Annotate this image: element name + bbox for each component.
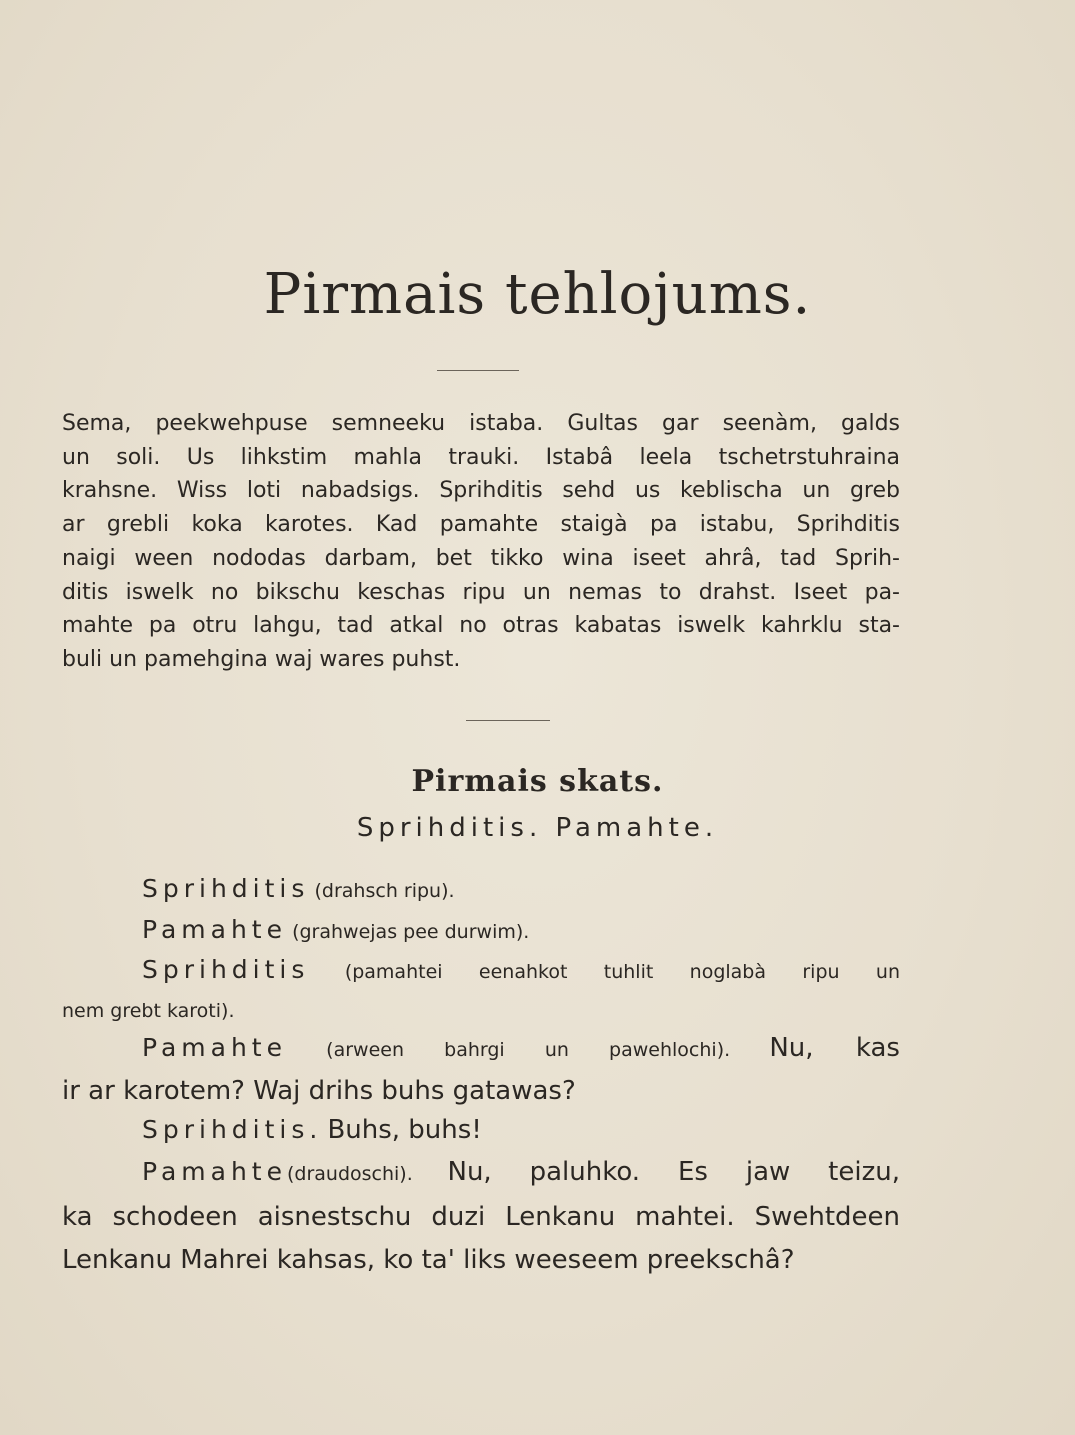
stage-direction: (pamahtei eenahkot tuhlit noglabà ripu un xyxy=(344,961,900,983)
stage-direction: (arween bahrgi un pawehlochi). xyxy=(326,1039,731,1061)
speaker-name: Sprihditis xyxy=(142,955,310,984)
dialogue-entry xyxy=(62,1150,900,1282)
cast-list: Sprihditis. Pamahte. xyxy=(356,813,719,843)
scene-title: Pirmais skats. xyxy=(411,764,664,799)
stage-description xyxy=(62,407,900,677)
description-line: un soli. Us lihkstim mahla trauki. Istabâ leela tschetrstuhraina xyxy=(62,444,900,470)
speaker-name: Pamahte xyxy=(142,1157,287,1186)
description-line: Sema, peekwehpuse semneeku istaba. Gultas gar seenàm, galds xyxy=(62,411,900,436)
speech-text: Lenkanu Mahrei kahsas, ko ta' liks weeseem preekschâ? xyxy=(62,1245,795,1275)
description-line: ar grebli koka karotes. Kad pamahte staigà pa istabu, Sprihditis xyxy=(62,512,900,538)
speaker-name: Pamahte xyxy=(142,1033,287,1062)
description-line: ditis iswelk no bikschu keschas ripu un nemas to drahst. Iseet pa- xyxy=(62,579,900,605)
description-line: mahte pa otru lahgu, tad atkal no otras kabatas iswelk kahrklu sta- xyxy=(62,613,900,639)
dialogue-line xyxy=(62,951,900,992)
divider-rule xyxy=(466,720,550,721)
speech-text: Nu, kas xyxy=(769,1033,900,1063)
stage-direction: (drahsch ripu). xyxy=(314,880,455,902)
stage-direction: nem grebt karoti). xyxy=(62,1000,235,1022)
dialogue-entry xyxy=(62,869,900,912)
speech-text: Nu, paluhko. Es jaw teizu, xyxy=(447,1157,900,1187)
dialogue-entry xyxy=(62,1109,900,1153)
speech-text: ka schodeen aisnestschu duzi Lenkanu mahtei. Swehtdeen xyxy=(62,1202,900,1232)
dialogue-entry xyxy=(62,910,900,953)
speech-text: ir ar karotem? Waj drihs buhs gatawas? xyxy=(62,1076,576,1106)
description-line: buli un pamehgina waj wares puhst. xyxy=(62,646,461,672)
description-line: naigi ween nododas darbam, bet tikko wina iseet ahrâ, tad Sprih- xyxy=(62,545,900,571)
dialogue-entry xyxy=(62,951,900,1030)
speaker-name: Pamahte xyxy=(142,915,287,944)
speech-text: Buhs, buhs! xyxy=(327,1115,482,1145)
page-title: Pirmais tehlojums. xyxy=(263,262,812,327)
description-line: krahsne. Wiss loti nabadsigs. Sprihditis sehd us keblischa un greb xyxy=(62,478,900,504)
speaker-name: Sprihditis xyxy=(142,874,310,903)
dialogue-line xyxy=(62,1150,900,1196)
speaker-name: Sprihditis. xyxy=(142,1115,323,1144)
dialogue-entry xyxy=(62,1027,900,1112)
stage-direction: (grahwejas pee durwim). xyxy=(292,921,530,943)
divider-rule xyxy=(437,370,519,371)
dialogue-line xyxy=(62,1027,900,1071)
stage-direction: (draudoschi). xyxy=(286,1163,413,1185)
